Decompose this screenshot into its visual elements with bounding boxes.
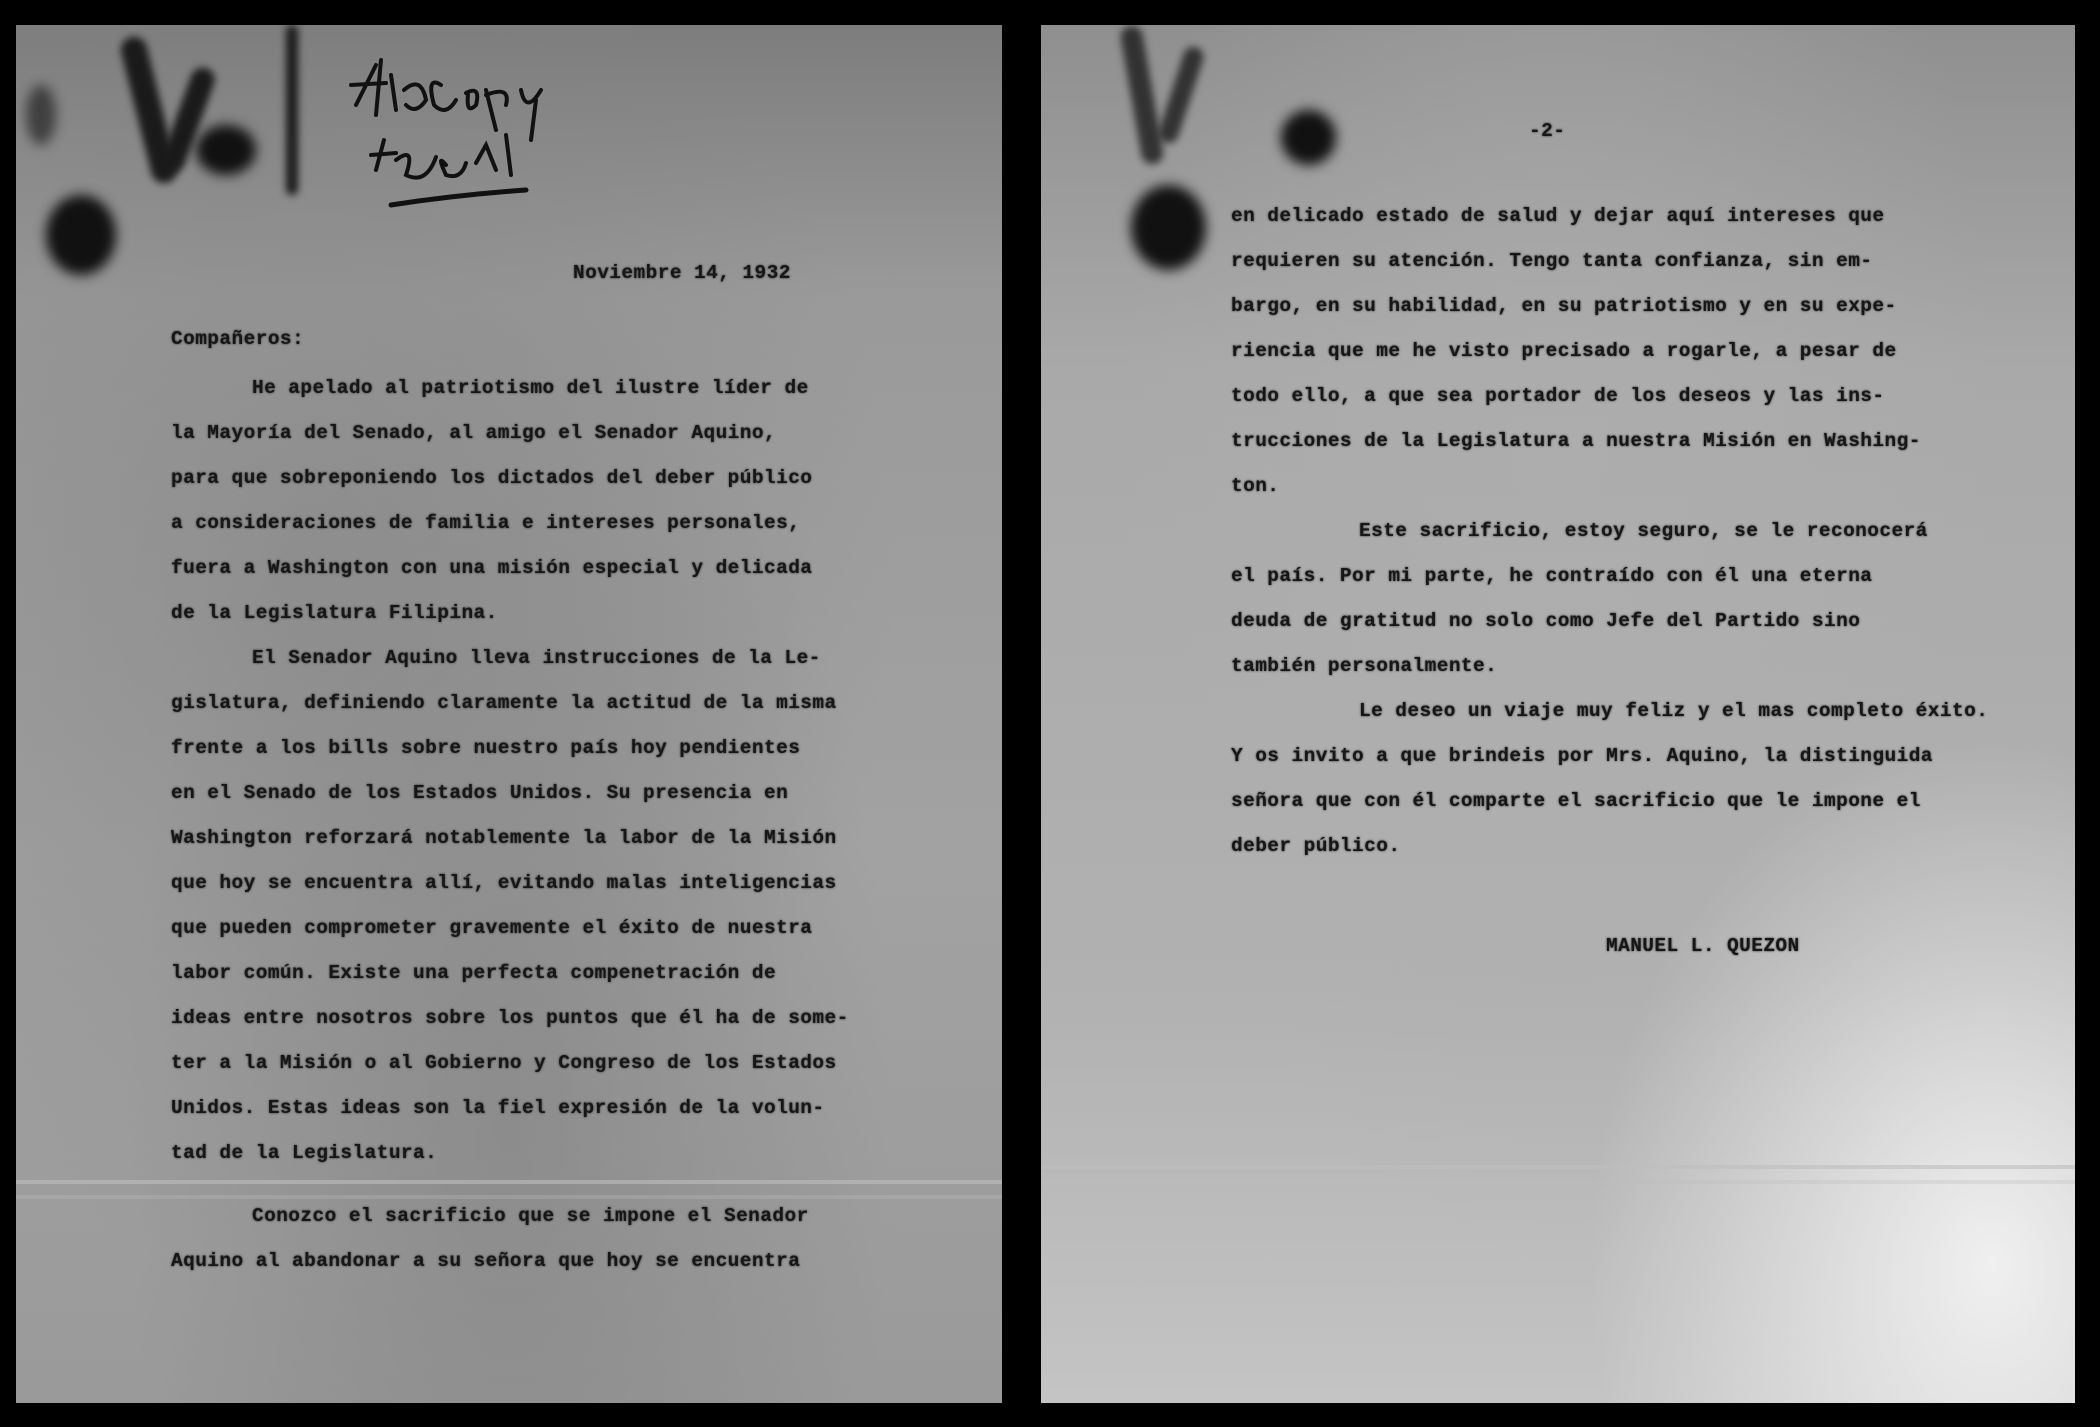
right-page [1041, 25, 2075, 1403]
body-line: El Senador Aquino lleva instrucciones de la Le- [252, 647, 821, 669]
body-line: trucciones de la Legislatura a nuestra Misión en Washing- [1231, 430, 1921, 452]
body-line: labor común. Existe una perfecta compenetración de [171, 962, 777, 984]
body-line: Washington reforzará notablemente la labor de la Misión [171, 827, 837, 849]
body-line: Aquino al abandonar a su señora que hoy se encuentra [171, 1250, 801, 1272]
letter-body [16, 25, 1002, 1403]
body-line: señora que con él comparte el sacrificio que le impone el [1231, 790, 1921, 812]
body-line: la Mayoría del Senado, al amigo el Senador Aquino, [171, 422, 777, 444]
body-line: frente a los bills sobre nuestro país hoy pendientes [171, 737, 801, 759]
body-line: requieren su atención. Tengo tanta confianza, sin em- [1231, 250, 1873, 272]
body-line: el país. Por mi parte, he contraído con él una eterna [1231, 565, 1873, 587]
body-line: Conozco el sacrificio que se impone el Senador [252, 1205, 809, 1227]
body-line: fuera a Washington con una misión especial y delicada [171, 557, 813, 579]
body-line: gislatura, definiendo claramente la actitud de la misma [171, 692, 837, 714]
body-line: en el Senado de los Estados Unidos. Su presencia en [171, 782, 789, 804]
body-line: Le deseo un viaje muy feliz y el mas completo éxito. [1359, 700, 1989, 722]
body-line: Unidos. Estas ideas son la fiel expresión de la volun- [171, 1097, 825, 1119]
body-line: deuda de gratitud no solo como Jefe del Partido sino [1231, 610, 1861, 632]
body-line: Y os invito a que brindeis por Mrs. Aquino, la distinguida [1231, 745, 1933, 767]
letter-body [1041, 25, 2075, 1403]
body-line: ideas entre nosotros sobre los puntos que él ha de some- [171, 1007, 849, 1029]
signature: MANUEL L. QUEZON [1606, 935, 1800, 957]
body-line: deber público. [1231, 835, 1401, 857]
page-number: -2- [1529, 120, 1566, 142]
body-line: en delicado estado de salud y dejar aquí intereses que [1231, 205, 1885, 227]
body-line: ter a la Misión o al Gobierno y Congreso de los Estados [171, 1052, 837, 1074]
body-line: Este sacrificio, estoy seguro, se le reconocerá [1359, 520, 1928, 542]
body-line: todo ello, a que sea portador de los deseos y las ins- [1231, 385, 1885, 407]
body-line: para que sobreponiendo los dictados del deber público [171, 467, 813, 489]
body-line: He apelado al patriotismo del ilustre líder de [252, 377, 809, 399]
letter-date: Noviembre 14, 1932 [573, 262, 791, 284]
body-line: que pueden comprometer gravemente el éxito de nuestra [171, 917, 813, 939]
body-line: riencia que me he visto precisado a rogarle, a pesar de [1231, 340, 1897, 362]
salutation: Compañeros: [171, 328, 305, 350]
body-line: bargo, en su habilidad, en su patriotismo y en su expe- [1231, 295, 1897, 317]
left-page [16, 25, 1002, 1403]
body-line: ton. [1231, 475, 1280, 497]
body-line: de la Legislatura Filipina. [171, 602, 498, 624]
body-line: a consideraciones de familia e intereses personales, [171, 512, 801, 534]
body-line: tad de la Legislatura. [171, 1142, 438, 1164]
body-line: que hoy se encuentra allí, evitando malas inteligencias [171, 872, 837, 894]
body-line: también personalmente. [1231, 655, 1498, 677]
